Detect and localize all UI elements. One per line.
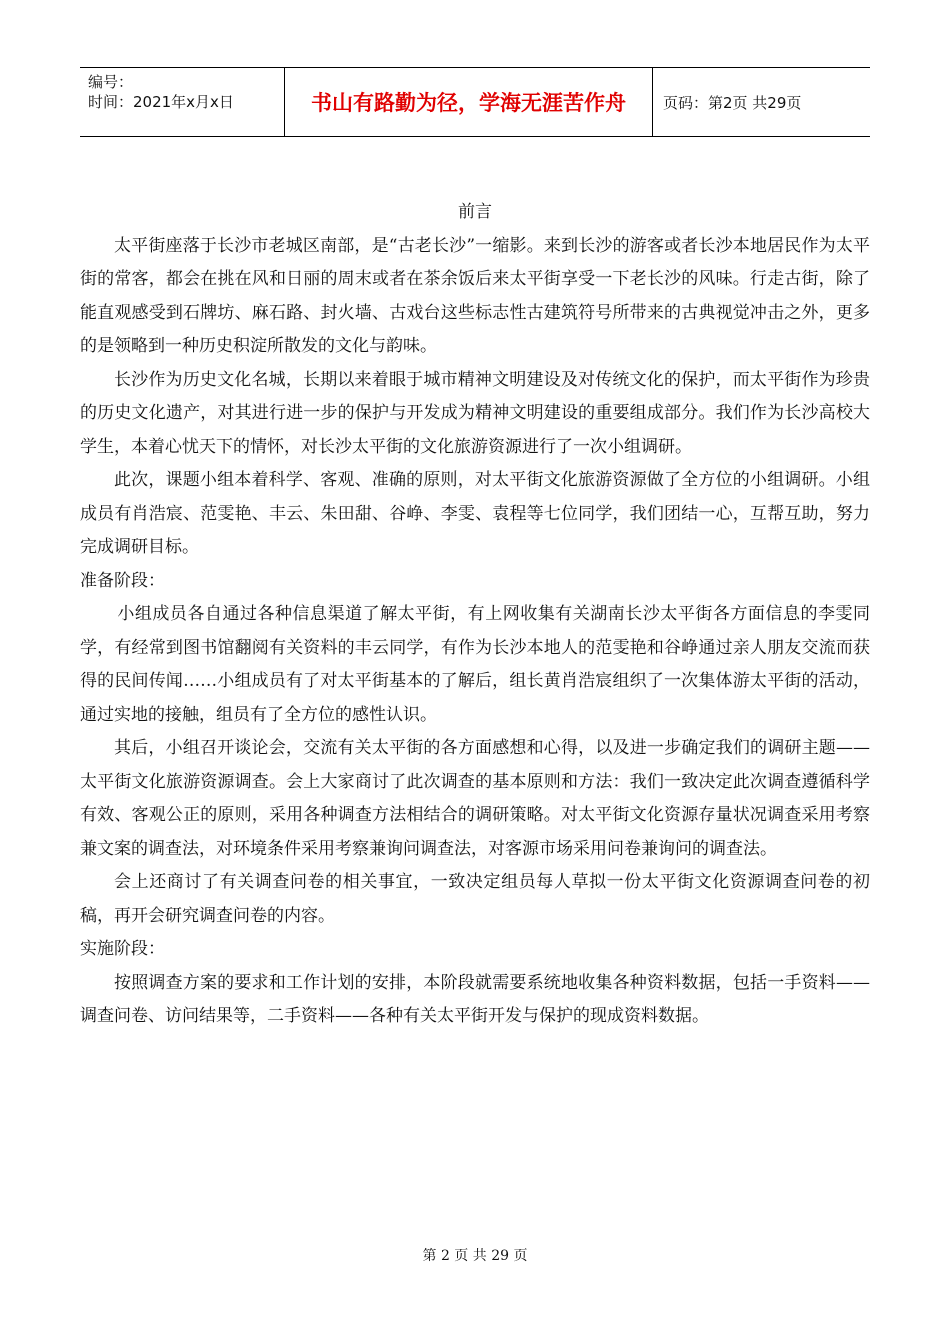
paragraph: 太平街座落于长沙市老城区南部，是“古老长沙”一缩影。来到长沙的游客或者长沙本地居民作为太平街的常客，都会在挑在风和日丽的周末或者在茶余饭后来太平街享受一下老长沙的风味。行走古街，除了能直观感受到石牌坊、麻石路、封火墙、古戏台这些标志性古建筑符号所带来的古典视觉冲击之外，更多的是领略到一种历史积淀所散发的文化与韵味。: [80, 235, 870, 356]
page-header: [80, 67, 870, 137]
header-meta: [80, 68, 284, 136]
section-heading-prep: 准备阶段：: [80, 570, 165, 591]
document-number-label: 编号：: [88, 73, 134, 91]
header-motto: 书山有路勤为径，学海无涯苦作舟: [284, 68, 653, 136]
document-body: [80, 196, 870, 1034]
header-page-info: 页码：第2页 共29页: [663, 93, 802, 112]
paragraph: 按照调查方案的要求和工作计划的安排，本阶段就需要系统地收集各种资料数据，包括一手资料——调查问卷、访问结果等，二手资料——各种有关太平街开发与保护的现成资料数据。: [80, 972, 870, 1026]
section-title: 前言: [458, 202, 492, 222]
paragraph: 小组成员各自通过各种信息渠道了解太平街，有上网收集有关湖南长沙太平街各方面信息的李雯同学，有经常到图书馆翻阅有关资料的丰云同学，有作为长沙本地人的范雯艳和谷峥通过亲人朋友交流而获得的民间传闻……小组成员有了对太平街基本的了解后，组长黄肖浩宸组织了一次集体游太平街的活动，通过实地的接触，组员有了全方位的感性认识。: [80, 604, 870, 725]
paragraph: 长沙作为历史文化名城，长期以来着眼于城市精神文明建设及对传统文化的保护，而太平街作为珍贵的历史文化遗产，对其进行进一步的保护与开发成为精神文明建设的重要组成部分。我们作为长沙高校大学生，本着心忧天下的情怀，对长沙太平街的文化旅游资源进行了一次小组调研。: [80, 369, 870, 457]
paragraph: 会上还商讨了有关调查问卷的相关事宜，一致决定组员每人草拟一份太平街文化资源调查问卷的初稿，再开会研究调查问卷的内容。: [80, 872, 870, 926]
paragraph: 此次，课题小组本着科学、客观、准确的原则，对太平街文化旅游资源做了全方位的小组调研。小组成员有肖浩宸、范雯艳、丰云、朱田甜、谷峥、李雯、袁程等七位同学，我们团结一心，互帮互助，努力完成调研目标。: [80, 470, 870, 557]
page-footer: 第 2 页 共 29 页: [422, 1248, 528, 1264]
section-heading-impl: 实施阶段：: [80, 939, 165, 959]
paragraph: 其后，小组召开谈论会，交流有关太平街的各方面感想和心得，以及进一步确定我们的调研主题——太平街文化旅游资源调查。会上大家商讨了此次调查的基本原则和方法：我们一致决定此次调查遵循科学有效、客观公正的原则，采用各种调查方法相结合的调研策略。对太平街文化资源存量状况调查采用考察兼文案的调查法，对环境条件采用考察兼询问调查法，对客源市场采用问卷兼询问的调查法。: [80, 738, 870, 859]
document-date-label: 时间：2021年x月x日: [88, 93, 234, 111]
